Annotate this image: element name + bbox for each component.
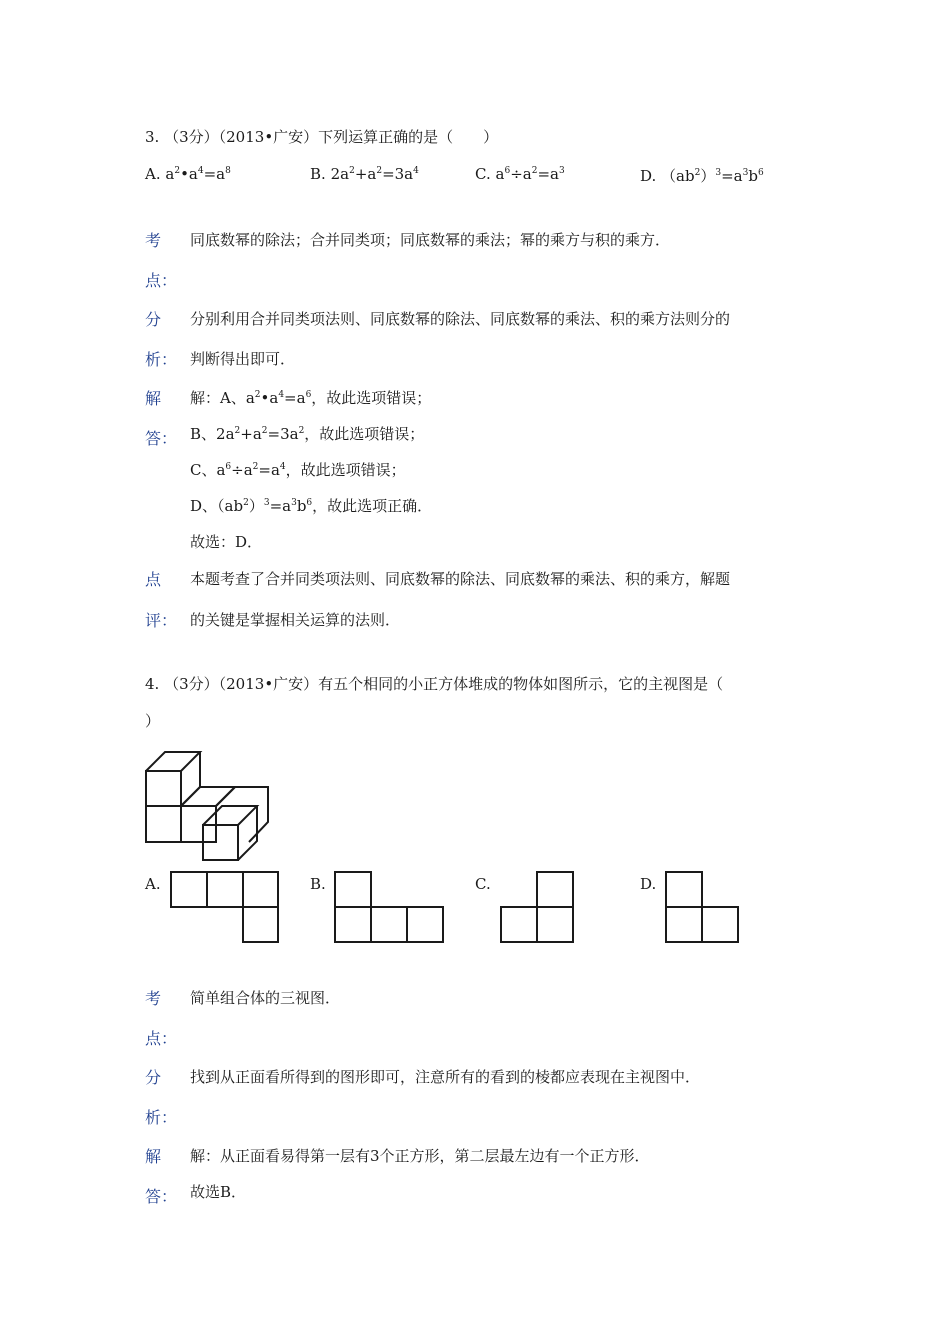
q3-header [145, 126, 498, 147]
q4-option-d-figure[interactable] [665, 871, 741, 944]
q3-jieda-label-2: 答： [145, 429, 178, 448]
q3-jieda-label-1: 解 [145, 389, 162, 408]
q4-stem: 有五个相同的小正方体堆成的物体如图所示，它的主视图是（ [318, 675, 724, 693]
q3-fenxi-label-2: 析： [145, 350, 178, 369]
q4-option-a-label[interactable]: A. [145, 875, 161, 893]
q4-fenxi-label-1: 分 [145, 1068, 162, 1087]
q3-kaodian-label-1: 考 [145, 231, 162, 250]
q3-option-b[interactable]: B. $2a^2+a^2=3a^4$ [310, 165, 419, 183]
q4-option-a-figure[interactable] [170, 871, 280, 944]
q4-option-c-label[interactable]: C. [475, 875, 491, 893]
q3-stem: 下列运算正确的是（ ） [318, 128, 499, 146]
q4-fenxi-text: 找到从正面看所得到的图形即可，注意所有的看到的棱都应表现在主视图中． [190, 1068, 701, 1086]
q3-score: （3分） [164, 128, 219, 146]
q4-header [145, 673, 723, 694]
q3-source: （2013•广安） [218, 128, 319, 146]
q4-fenxi-label-2: 析： [145, 1108, 178, 1127]
q4-kaodian-label-1: 考 [145, 989, 162, 1008]
q4-jieda-line-1: 解：从正面看易得第一层有3个正方形，第二层最左边有一个正方形． [190, 1147, 650, 1165]
q3-option-a[interactable]: A. $a^2•a^4=a^8$ [145, 165, 231, 183]
q3-option-c[interactable]: C. $a^6\div a^2=a^3$ [475, 165, 565, 183]
q4-score: （3分） [164, 675, 219, 693]
q3-jieda-line-1: 解：A、$a^2•a^4=a^6$，故此选项错误； [190, 389, 432, 407]
q3-kaodian-label-2: 点： [145, 271, 178, 290]
q3-jieda-line-5: 故选：D． [190, 533, 263, 551]
q4-kaodian-label-2: 点： [145, 1029, 178, 1048]
q3-dianping-label-1: 点 [145, 570, 162, 589]
q3-kaodian-text: 同底数幂的除法；合并同类项；同底数幂的乘法；幂的乘方与积的乘方． [190, 231, 671, 249]
q4-stem-end: ） [145, 712, 161, 730]
q3-dianping-line-2: 的关键是掌握相关运算的法则． [190, 611, 401, 629]
q4-jieda-label-2: 答： [145, 1187, 178, 1206]
cube-stack-figure [142, 748, 272, 864]
q4-kaodian-text: 简单组合体的三视图． [190, 989, 341, 1007]
q4-jieda-line-2: 故选B． [190, 1183, 247, 1201]
q4-option-b-figure[interactable] [334, 871, 446, 944]
q3-jieda-line-2: B、$2a^2+a^2=3a^2$，故此选项错误； [190, 425, 425, 443]
q3-dianping-label-2: 评： [145, 611, 178, 630]
q4-jieda-label-1: 解 [145, 1147, 162, 1166]
q3-fenxi-line-1: 分别利用合并同类项法则、同底数幂的除法、同底数幂的乘法、积的乘方法则分的 [190, 310, 731, 328]
q4-option-d-label[interactable]: D. [640, 875, 657, 893]
q3-fenxi-line-2: 判断得出即可． [190, 350, 296, 368]
q3-jieda-line-3: C、$a^6\div a^2=a^4$，故此选项错误； [190, 461, 406, 479]
q4-option-b-label[interactable]: B. [310, 875, 326, 893]
q3-number: 3. [145, 128, 160, 146]
q4-source: （2013•广安） [218, 675, 319, 693]
q3-option-d[interactable]: D. $(ab^2)^3=a^3b^6$ [640, 167, 764, 185]
q3-jieda-line-4: D、$(ab^2)^3=a^3b^6$，故此选项正确． [190, 497, 433, 515]
q4-number: 4. [145, 675, 160, 693]
q3-dianping-line-1: 本题考查了合并同类项法则、同底数幂的除法、同底数幂的乘法、积的乘方，解题 [190, 570, 731, 588]
q4-option-c-figure[interactable] [500, 871, 576, 944]
q3-fenxi-label-1: 分 [145, 310, 162, 329]
